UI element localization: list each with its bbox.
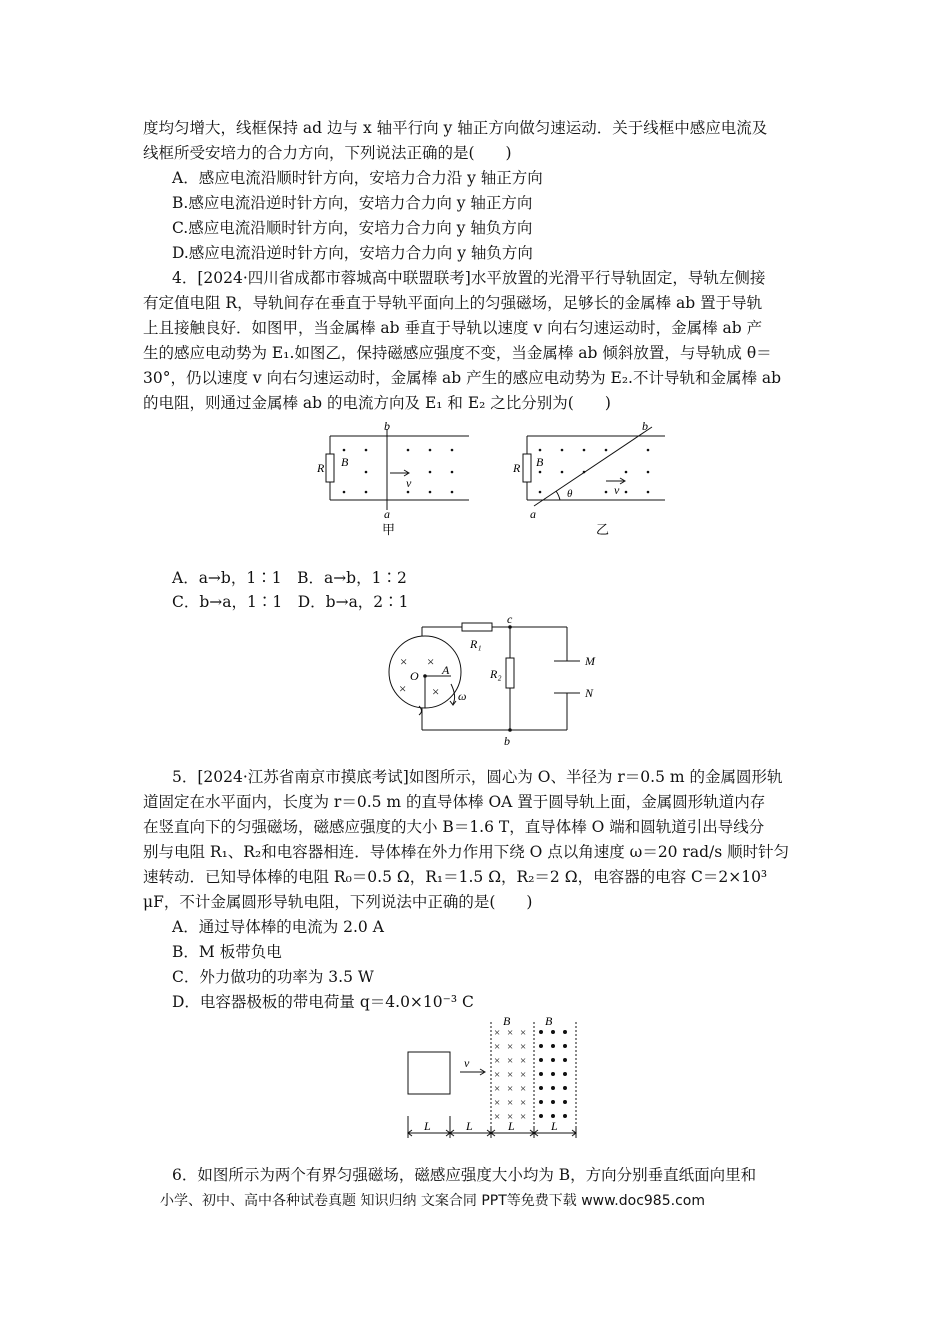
q3-line-1: 度均匀增大，线框保持 ad 边与 x 轴平行向 y 轴正方向做匀速运动．关于线框中感应电流及 xyxy=(143,119,768,137)
q4-line-1: 4．[2024·四川省成都市蓉城高中联盟联考]水平放置的光滑平行导轨固定，导轨左侧接 xyxy=(172,269,766,287)
q5-label-n: N xyxy=(585,686,594,700)
q5-option-b: B．M 板带负电 xyxy=(172,943,282,961)
q5-option-d: D．电容器极板的带电荷量 q＝4.0×10⁻³ C xyxy=(172,993,474,1011)
fig-jia-caption: 甲 xyxy=(382,522,396,537)
q5-line-3: 在竖直向下的匀强磁场，磁感应强度的大小 B＝1.6 T，直导体棒 O 端和圆轨道引出导线分 xyxy=(143,818,765,836)
q4-figure-jia xyxy=(314,417,474,537)
q6-field-figure xyxy=(400,1014,585,1144)
q6-label-l-4: L xyxy=(551,1119,558,1133)
svg-text:×: × xyxy=(507,1027,514,1039)
svg-text:×: × xyxy=(494,1027,501,1039)
svg-text:×: × xyxy=(400,654,408,669)
q4-options-line-2: C．b→a，1∶1 D．b→a，2∶1 xyxy=(172,593,409,611)
svg-text:×: × xyxy=(494,1055,501,1067)
fig-yi-label-r: R xyxy=(513,461,521,475)
q6-label-l-2: L xyxy=(466,1119,473,1133)
q5-label-omega: ω xyxy=(458,689,467,703)
svg-text:×: × xyxy=(494,1111,501,1123)
fig-jia-label-r: R xyxy=(317,461,325,475)
q6-label-l-1: L xyxy=(424,1119,431,1133)
q3-line-2: 线框所受安培力的合力方向，下列说法正确的是( ) xyxy=(143,144,512,162)
q5-label-o: O xyxy=(410,669,419,683)
q5-line-4: 别与电阻 R₁、R₂和电容器相连．导体棒在外力作用下绕 O 点以角速度 ω＝20 rad/s 顺时针匀 xyxy=(143,843,790,861)
q5-option-a: A．通过导体棒的电流为 2.0 A xyxy=(172,918,384,936)
q3-option-b: B.感应电流沿逆时针方向，安培力合力向 y 轴正方向 xyxy=(172,194,533,212)
q5-label-b: b xyxy=(504,734,510,748)
q5-label-a: A xyxy=(442,663,450,677)
q6-line-1: 6．如图所示为两个有界匀强磁场，磁感应强度大小均为 B，方向分别垂直纸面向里和 xyxy=(172,1166,757,1184)
svg-text:×: × xyxy=(520,1055,527,1067)
q3-option-a: A．感应电流沿顺时针方向，安培力合力沿 y 轴正方向 xyxy=(172,169,543,187)
fig-yi-label-theta: θ xyxy=(567,488,573,500)
q5-line-6: μF，不计金属圆形导轨电阻，下列说法中正确的是( ) xyxy=(143,893,533,911)
svg-text:×: × xyxy=(507,1069,514,1081)
svg-text:×: × xyxy=(520,1027,527,1039)
q6-label-v: v xyxy=(464,1056,470,1070)
q3-option-d: D.感应电流沿逆时针方向，安培力合力向 y 轴负方向 xyxy=(172,244,533,262)
svg-text:×: × xyxy=(507,1041,514,1053)
svg-text:×: × xyxy=(507,1055,514,1067)
fig-yi-label-b-field: B xyxy=(536,455,544,469)
q4-line-6: 的电阻，则通过金属棒 ab 的电流方向及 E₁ 和 E₂ 之比分别为( ) xyxy=(143,394,611,412)
fig-jia-label-v: v xyxy=(406,476,412,490)
q6-label-b-left: B xyxy=(503,1014,511,1028)
fig-jia-label-a: a xyxy=(384,507,390,521)
q3-option-c: C.感应电流沿顺时针方向，安培力合力向 y 轴负方向 xyxy=(172,219,533,237)
q5-label-c: c xyxy=(507,614,513,626)
svg-text:×: × xyxy=(432,684,440,699)
svg-text:×: × xyxy=(507,1097,514,1109)
q4-line-3: 上且接触良好．如图甲，当金属棒 ab 垂直于导轨以速度 v 向右匀速运动时，金属棒 ab 产 xyxy=(143,319,763,337)
svg-text:×: × xyxy=(520,1041,527,1053)
q5-line-1: 5．[2024·江苏省南京市摸底考试]如图所示，圆心为 O、半径为 r＝0.5 m 的金属圆形轨 xyxy=(172,768,783,786)
svg-text:×: × xyxy=(494,1069,501,1081)
svg-text:×: × xyxy=(494,1097,501,1109)
fig-jia-label-b: b xyxy=(384,419,390,433)
fig-yi-label-v: v xyxy=(614,483,620,497)
q4-options-line-1: A．a→b，1∶1 B．a→b，1∶2 xyxy=(172,569,407,587)
svg-text:×: × xyxy=(507,1083,514,1095)
q4-line-2: 有定值电阻 R，导轨间存在垂直于导轨平面向上的匀强磁场，足够长的金属棒 ab 置于导轨 xyxy=(143,294,763,312)
q5-label-r1: R₁ xyxy=(470,637,482,651)
svg-text:×: × xyxy=(520,1083,527,1095)
svg-text:×: × xyxy=(520,1111,527,1123)
q5-circuit-figure xyxy=(374,614,604,748)
page-footer: 小学、初中、高中各种试卷真题 知识归纳 文案合同 PPT等免费下载 www.doc985.com xyxy=(160,1193,705,1209)
q6-label-l-3: L xyxy=(508,1119,515,1133)
q5-line-5: 速转动．已知导体棒的电阻 R₀＝0.5 Ω，R₁＝1.5 Ω，R₂＝2 Ω，电容器的电容 C＝2×10³ xyxy=(143,868,768,886)
q4-figure-yi xyxy=(510,417,670,537)
q5-label-m: M xyxy=(585,654,595,668)
svg-text:×: × xyxy=(520,1069,527,1081)
fig-yi-label-b: b xyxy=(642,419,648,433)
q4-line-4: 生的感应电动势为 E₁.如图乙，保持磁感应强度不变，当金属棒 ab 倾斜放置，与导轨成 θ＝ xyxy=(143,344,772,362)
svg-text:×: × xyxy=(427,654,435,669)
svg-text:×: × xyxy=(507,1111,514,1123)
svg-text:×: × xyxy=(399,681,407,696)
q5-option-c: C．外力做功的功率为 3.5 W xyxy=(172,968,374,986)
fig-jia-label-b-field: B xyxy=(341,455,349,469)
svg-text:×: × xyxy=(520,1097,527,1109)
svg-text:×: × xyxy=(494,1083,501,1095)
fig-yi-caption: 乙 xyxy=(596,522,610,537)
q5-line-2: 道固定在水平面内，长度为 r＝0.5 m 的直导体棒 OA 置于圆导轨上面，金属圆形轨道内存 xyxy=(143,793,766,811)
q5-label-r2: R₂ xyxy=(490,667,502,681)
fig-yi-label-a: a xyxy=(530,507,536,521)
q6-label-b-right: B xyxy=(545,1014,553,1028)
svg-text:×: × xyxy=(494,1041,501,1053)
q4-line-5: 30°，仍以速度 v 向右匀速运动时，金属棒 ab 产生的感应电动势为 E₂.不计导轨和金属棒 ab xyxy=(143,369,782,387)
